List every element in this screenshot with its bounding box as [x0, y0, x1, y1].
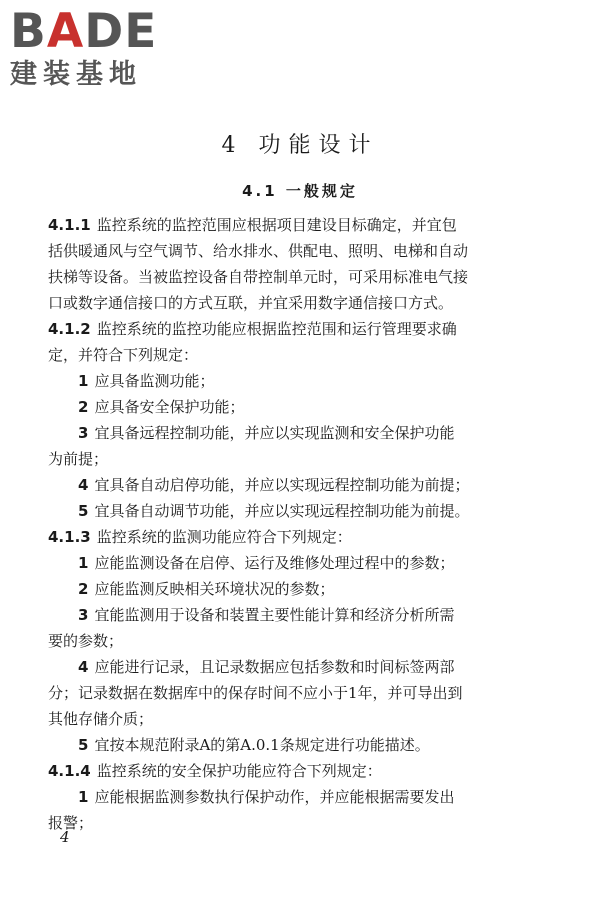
text-line — [48, 290, 558, 316]
line-text: 其他存储介质； — [48, 710, 154, 728]
logo-accent-letter: A — [46, 4, 85, 59]
logo-subtitle: 建装基地 — [10, 59, 142, 90]
text-line — [48, 316, 558, 342]
line-text: 监控系统的安全保护功能应符合下列规定： — [96, 762, 382, 780]
clause-number: 4 — [78, 476, 89, 494]
line-text: 应能进行记录，且记录数据应包括参数和时间标签两部 — [94, 658, 455, 676]
clause-number: 1 — [78, 788, 89, 806]
line-text: 应能根据监测参数执行保护动作，并应能根据需要发出 — [94, 788, 455, 806]
line-text: 宜具备自动启停功能，并应以实现远程控制功能为前提； — [94, 476, 470, 494]
text-line — [48, 498, 558, 524]
line-text: 扶梯等设备。当被监控设备自带控制单元时，可采用标准电气接 — [48, 268, 469, 286]
clause-number: 4.1.3 — [48, 528, 91, 546]
text-line — [48, 368, 558, 394]
line-text: 括供暖通风与空气调节、给水排水、供配电、照明、电梯和自动 — [48, 242, 469, 260]
line-text: 宜能监测用于设备和装置主要性能计算和经济分析所需 — [94, 606, 455, 624]
line-text: 口或数字通信接口的方式互联，并宜采用数字通信接口方式。 — [48, 294, 454, 312]
line-text: 要的参数； — [48, 632, 124, 650]
logo-wordmark: BADE — [10, 4, 158, 59]
text-line — [48, 810, 558, 836]
text-line — [48, 680, 558, 706]
clause-number: 4 — [78, 658, 89, 676]
clause-number: 2 — [78, 580, 89, 598]
line-text: 报警； — [48, 814, 94, 832]
clause-number: 3 — [78, 424, 89, 442]
clause-number: 3 — [78, 606, 89, 624]
text-line — [48, 472, 558, 498]
text-line — [48, 628, 558, 654]
line-text: 宜按本规范附录A的第A.0.1条规定进行功能描述。 — [94, 736, 430, 754]
clause-number: 2 — [78, 398, 89, 416]
bade-logo — [10, 4, 180, 91]
text-line — [48, 420, 558, 446]
text-line — [48, 654, 558, 680]
line-text: 监控系统的监控功能应根据监控范围和运行管理要求确 — [96, 320, 457, 338]
line-text: 分；记录数据在数据库中的保存时间不应小于1年，并可导出到 — [48, 684, 463, 702]
line-text: 监控系统的监控范围应根据项目建设目标确定，并宜包 — [96, 216, 457, 234]
section-title: 4.1 一般规定 — [242, 182, 358, 200]
line-text: 定，并符合下列规定： — [48, 346, 199, 364]
text-line — [48, 446, 558, 472]
text-line — [48, 732, 558, 758]
line-text: 为前提； — [48, 450, 109, 468]
text-line — [48, 394, 558, 420]
text-line — [48, 238, 558, 264]
text-line — [48, 784, 558, 810]
document-body — [48, 212, 558, 836]
line-text: 应能监测反映相关环境状况的参数； — [94, 580, 335, 598]
clause-number: 5 — [78, 502, 89, 520]
text-line — [48, 524, 558, 550]
text-line — [48, 758, 558, 784]
clause-number: 4.1.4 — [48, 762, 91, 780]
line-text: 监控系统的监测功能应符合下列规定： — [96, 528, 352, 546]
line-text: 应能监测设备在启停、运行及维修处理过程中的参数； — [94, 554, 455, 572]
text-line — [48, 264, 558, 290]
line-text: 应具备安全保护功能； — [94, 398, 245, 416]
text-line — [48, 602, 558, 628]
clause-number: 5 — [78, 736, 89, 754]
text-line — [48, 212, 558, 238]
chapter-title: 4 功能设计 — [221, 133, 379, 158]
page-number: 4 — [60, 828, 70, 846]
clause-number: 4.1.2 — [48, 320, 91, 338]
clause-number: 4.1.1 — [48, 216, 91, 234]
text-line — [48, 550, 558, 576]
line-text: 宜具备远程控制功能，并应以实现监测和安全保护功能 — [94, 424, 455, 442]
line-text: 宜具备自动调节功能，并应以实现远程控制功能为前提。 — [94, 502, 470, 520]
line-text: 应具备监测功能； — [94, 372, 215, 390]
text-line — [48, 342, 558, 368]
text-line — [48, 706, 558, 732]
clause-number: 1 — [78, 372, 89, 390]
clause-number: 1 — [78, 554, 89, 572]
text-line — [48, 576, 558, 602]
